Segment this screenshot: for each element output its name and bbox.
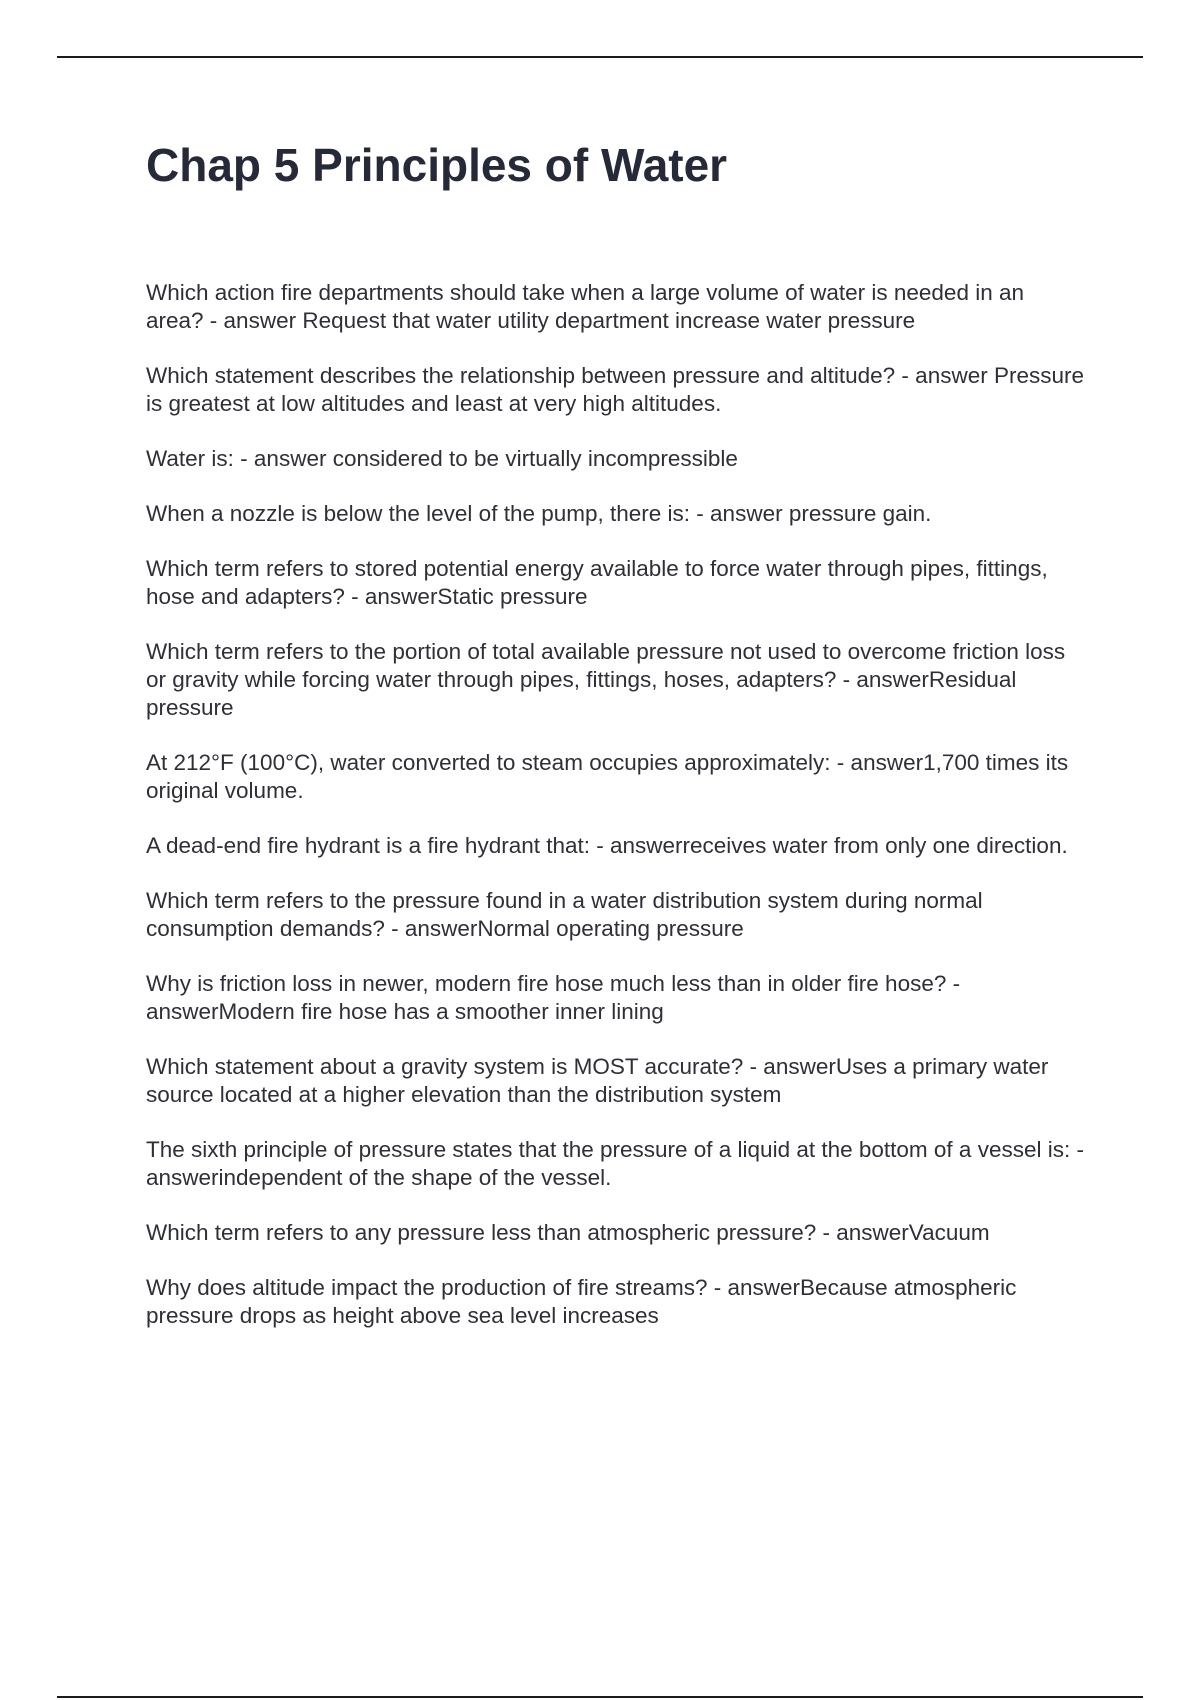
qa-item: At 212°F (100°C), water converted to steam occupies approximately: - answer1,700 times its original volume.: [146, 750, 1069, 804]
qa-item: Why is friction loss in newer, modern fire hose much less than in older fire hose? - answerModern fire hose has a smoother inner lining: [146, 971, 961, 1025]
qa-item: Which statement describes the relationship between pressure and altitude? - answer Pressure is greatest at low altitudes and least at very high altitudes.: [146, 363, 1084, 417]
qa-item: The sixth principle of pressure states that the pressure of a liquid at the bottom of a vessel is: - answerindependent of the shape of the vessel.: [146, 1137, 1084, 1191]
qa-item: Which term refers to the portion of total available pressure not used to overcome friction loss or gravity while forcing water through pipes, fittings, hoses, adapters? - answerResidual pressure: [146, 639, 1066, 721]
qa-item: Which term refers to stored potential energy available to force water through pipes, fittings, hose and adapters? - answerStatic pressure: [146, 556, 1048, 610]
qa-item: When a nozzle is below the level of the pump, there is: - answer pressure gain.: [146, 501, 932, 527]
header-rule: [57, 56, 1143, 58]
document-body: [146, 138, 1086, 1357]
qa-item: A dead-end fire hydrant is a fire hydrant that: - answerreceives water from only one direction.: [146, 833, 1068, 859]
qa-item: Why does altitude impact the production of fire streams? - answerBecause atmospheric pressure drops as height above sea level increases: [146, 1275, 1017, 1329]
qa-list: [146, 279, 1086, 1330]
qa-item: Which action fire departments should take when a large volume of water is needed in an area? - answer Request that water utility department increase water pressure: [146, 280, 1024, 334]
qa-item: Which term refers to the pressure found in a water distribution system during normal consumption demands? - answerNormal operating pressure: [146, 888, 983, 942]
qa-item: Which term refers to any pressure less than atmospheric pressure? - answerVacuum: [146, 1220, 990, 1246]
footer-rule: [57, 1696, 1143, 1698]
qa-item: Water is: - answer considered to be virtually incompressible: [146, 446, 738, 472]
qa-item: Which statement about a gravity system is MOST accurate? - answerUses a primary water source located at a higher elevation than the distribution system: [146, 1054, 1049, 1108]
page-title: Chap 5 Principles of Water: [146, 139, 728, 191]
